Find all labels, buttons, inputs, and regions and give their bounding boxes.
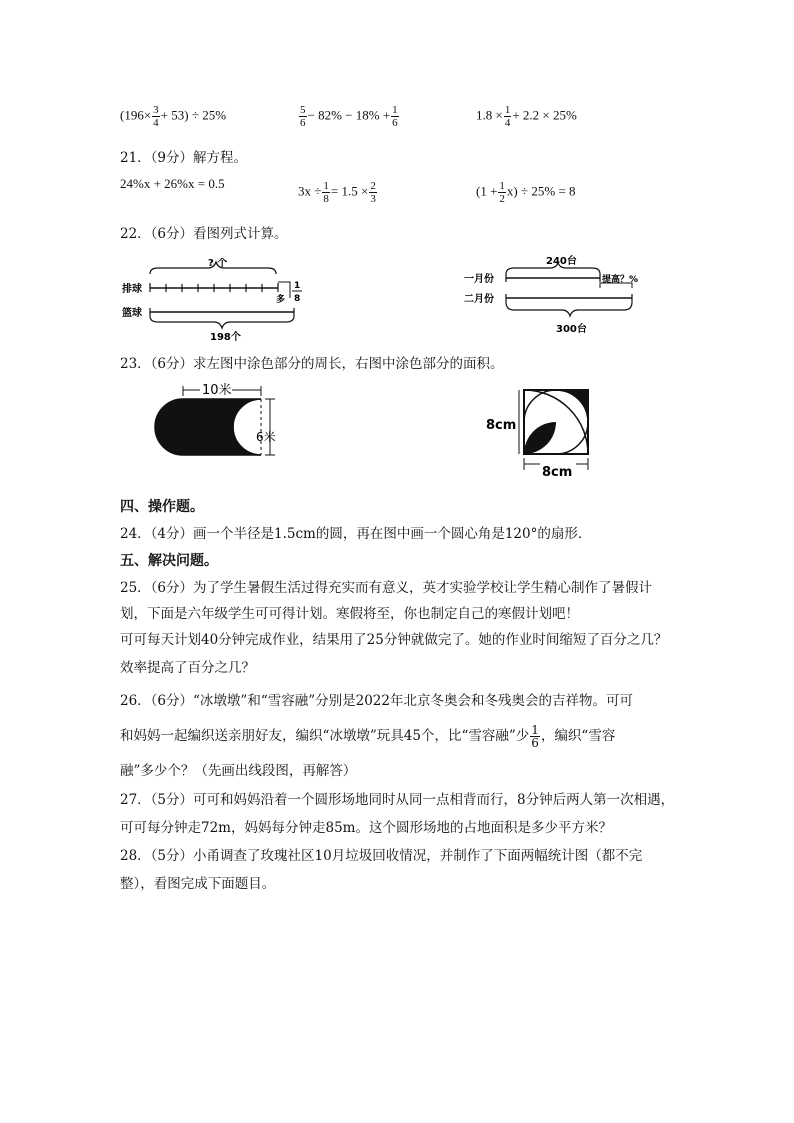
numerator: 1	[392, 104, 398, 116]
expr-text: x) ÷ 25% = 8	[506, 183, 576, 199]
question-22-title: 22．（6分）看图列式计算。	[120, 226, 288, 242]
shaded-figure-left	[148, 382, 298, 470]
expr-text: + 53) ÷ 25%	[160, 107, 227, 123]
brace-bottom	[150, 316, 294, 328]
numerator: 1	[499, 180, 505, 192]
shaded-region	[155, 399, 261, 455]
fraction	[369, 180, 377, 205]
fraction	[152, 104, 160, 129]
q26-text: 和妈妈一起编织送亲朋好友，编织“冰墩墩”玩具45个，比“雪容融”少	[120, 728, 530, 744]
label-january: 一月份	[464, 274, 494, 285]
expr-text: (1 +	[476, 183, 498, 199]
question-25	[120, 574, 680, 682]
denominator: 6	[392, 117, 398, 129]
question-23-title: 23．（6分）求左图中涂色部分的周长，右图中涂色部分的面积。	[120, 356, 504, 372]
fraction	[299, 104, 307, 129]
fraction	[530, 724, 540, 749]
question-27	[120, 786, 680, 842]
expr-text: (196×	[120, 107, 152, 123]
q27-line: 可可每分钟走72m，妈妈每分钟走85m。这个圆形场地的占地面积是多少平方米？	[120, 820, 612, 836]
section-heading-4: 四、操作题。	[120, 499, 204, 515]
numerator: 3	[153, 104, 159, 116]
q28-line: 整），看图完成下面题目。	[120, 876, 276, 892]
question-24: 24．（4分）画一个半径是1.5cm的圆，再在图中画一个圆心角是120°的扇形．	[120, 526, 592, 542]
calc-expression-3	[476, 104, 577, 129]
label-volleyball: 排球	[122, 284, 142, 295]
q25-line: 效率提高了百分之几？	[120, 660, 255, 676]
question-28	[120, 842, 680, 898]
brace-bottom	[506, 302, 632, 316]
denominator: 2	[499, 193, 505, 205]
label-more: 多	[276, 295, 286, 305]
numerator: 5	[300, 104, 306, 116]
calc-expression-2	[298, 104, 400, 129]
denominator: 8	[323, 193, 329, 205]
label-width: 10米	[202, 383, 232, 398]
fraction	[504, 104, 512, 129]
q26-line	[120, 714, 680, 758]
line-segment-diagram-right	[462, 254, 662, 344]
label-february: 二月份	[464, 294, 494, 305]
label-january-amount: 240台	[546, 256, 577, 267]
q27-line: 27．（5分）可可和妈妈沿着一个圆形场地同时从同一点相背而行，8分钟后两人第一次相遇，	[120, 792, 675, 808]
label-february-amount: 300台	[556, 324, 587, 335]
question-21-title: 21．（9分）解方程。	[120, 150, 248, 166]
fraction	[322, 180, 330, 205]
q25-line: 划，下面是六年级学生可可得计划。寒假将至，你也制定自己的寒假计划吧！	[120, 606, 579, 622]
equation-3	[476, 180, 576, 205]
numerator: 2	[370, 180, 376, 192]
question-26	[120, 688, 680, 784]
expr-text: 1.8 ×	[476, 107, 503, 123]
fraction	[498, 180, 506, 205]
numerator: 1	[323, 180, 329, 192]
equation-1: 24%x + 26%x = 0.5	[120, 176, 225, 191]
q26-text: ，编织“雪容	[540, 728, 616, 744]
label-basketball-count: 198个	[210, 332, 241, 343]
expr-text: 3x ÷	[298, 183, 322, 199]
label-side-horizontal: 8cm	[542, 465, 573, 480]
label-increase: 提高？%	[602, 275, 639, 285]
expr-text: + 2.2 × 25%	[512, 107, 577, 123]
section-heading-5: 五、解决问题。	[120, 553, 218, 569]
denominator: 4	[504, 117, 511, 129]
label-basketball: 篮球	[122, 308, 142, 319]
denominator: 6	[300, 117, 306, 129]
expr-text: = 1.5 ×	[330, 183, 369, 199]
fraction	[391, 104, 399, 129]
denominator: 4	[153, 117, 159, 129]
q25-line: 可可每天计划40分钟完成作业，结果用了25分钟就做完了。她的作业时间缩短了百分之几？	[120, 632, 668, 648]
line-segment-diagram-left	[118, 258, 308, 344]
numerator: 1	[531, 723, 539, 737]
numerator: 1	[504, 104, 511, 116]
expr-text: − 82% − 18% +	[307, 107, 391, 123]
label-height: 6米	[256, 430, 276, 444]
q26-line: 26．（6分）“冰墩墩”和“雪容融”分别是2022年北京冬奥会和冬残奥会的吉祥物。可可	[120, 693, 633, 709]
calc-expression-1	[120, 104, 226, 129]
shaded-figure-right	[486, 382, 596, 486]
label-side-vertical: 8cm	[486, 418, 517, 433]
q25-line: 25．（6分）为了学生暑假生活过得充实而有意义，英才实验学校让学生精心制作了暑假计	[120, 580, 653, 596]
denominator: 3	[370, 193, 376, 205]
label-unknown-count: ? 个	[208, 258, 228, 269]
fraction-denominator: 8	[294, 294, 301, 304]
denominator: 6	[531, 736, 539, 750]
q28-line: 28．（5分）小甬调查了玫瑰社区10月垃圾回收情况，并制作了下面两幅统计图（都不完	[120, 848, 643, 864]
equation-2	[298, 180, 378, 205]
q26-line: 融”多少个？（先画出线段图，再解答）	[120, 763, 357, 779]
fraction-numerator: 1	[294, 281, 301, 291]
